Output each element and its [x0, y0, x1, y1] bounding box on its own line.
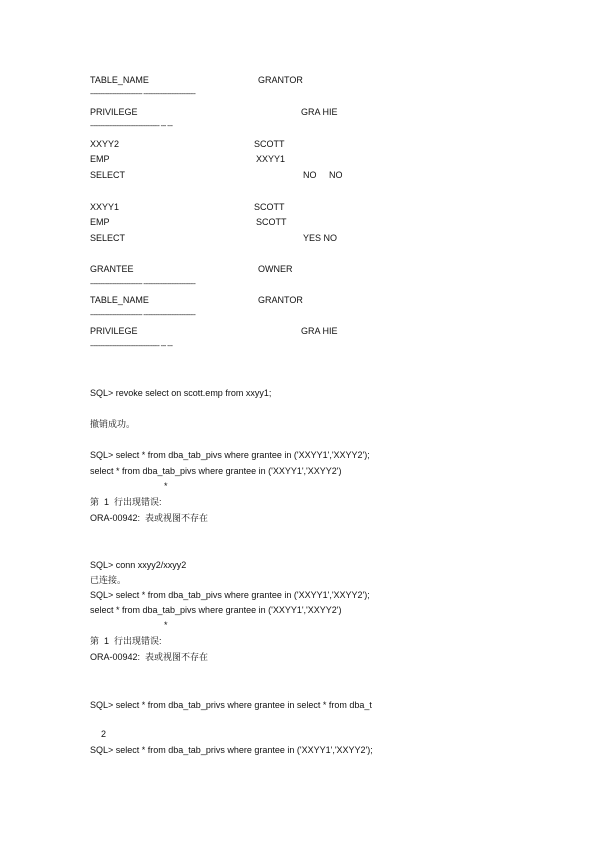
header-divider: ------------------------------ ------------------------------: [90, 312, 196, 319]
row-owner: SCOTT: [254, 202, 285, 212]
sql-echo: select * from dba_tab_pivs where grantee in ('XXYY1','XXYY2'): [90, 605, 342, 615]
sql-command: SQL> select * from dba_tab_pivs where grantee in ('XXYY1','XXYY2');: [90, 450, 370, 460]
error-line: 第 1 行出现错误:: [90, 497, 162, 507]
error-pointer: *: [164, 481, 168, 491]
header-divider: ------------------------------ ------------------------------: [90, 91, 196, 98]
col-header-grantee: GRANTEE: [90, 264, 134, 274]
col-header-privilege: PRIVILEGE: [90, 107, 138, 117]
sql-command: SQL> conn xxyy2/xxyy2: [90, 560, 187, 570]
sql-command: SQL> select * from dba_tab_pivs where grantee in ('XXYY1','XXYY2');: [90, 590, 370, 600]
col-header-gra-hie: GRA HIE: [301, 107, 338, 117]
row-gra-hie: YES NO: [303, 233, 338, 243]
row-privilege: SELECT: [90, 233, 126, 243]
header-divider: ---------------------------------------- --- ---: [90, 123, 173, 130]
error-message: ORA-00942: 表或视图不存在: [90, 513, 209, 523]
col-header-table-name: TABLE_NAME: [90, 295, 149, 305]
sql-command: SQL> select * from dba_tab_privs where grantee in select * from dba_t: [90, 700, 372, 710]
col-header-grantor: GRANTOR: [258, 75, 303, 85]
col-header-privilege: PRIVILEGE: [90, 326, 138, 336]
row-table-name: EMP: [90, 217, 110, 227]
row-grantor: SCOTT: [256, 217, 287, 227]
row-grantee: XXYY2: [90, 139, 120, 149]
row-gra-hie: NO NO: [303, 170, 343, 180]
row-grantee: XXYY1: [90, 202, 120, 212]
sql-command: SQL> select * from dba_tab_privs where grantee in ('XXYY1','XXYY2');: [90, 745, 373, 755]
header-divider: ---------------------------------------- --- ---: [90, 343, 173, 350]
row-table-name: EMP: [90, 154, 110, 164]
row-privilege: SELECT: [90, 170, 126, 180]
sql-command: SQL> revoke select on scott.emp from xxyy1;: [90, 388, 272, 398]
sql-echo: select * from dba_tab_pivs where grantee in ('XXYY1','XXYY2'): [90, 466, 342, 476]
error-message: ORA-00942: 表或视图不存在: [90, 652, 209, 662]
header-divider: ------------------------------ ------------------------------: [90, 281, 196, 288]
col-header-owner: OWNER: [258, 264, 293, 274]
sql-response: 撤销成功。: [90, 419, 136, 429]
continuation-line-number: 2: [101, 729, 107, 739]
sql-response: 已连接。: [90, 575, 127, 585]
row-grantor: XXYY1: [256, 154, 286, 164]
error-line: 第 1 行出现错误:: [90, 636, 162, 646]
error-pointer: *: [164, 620, 168, 630]
col-header-table-name: TABLE_NAME: [90, 75, 149, 85]
col-header-grantor: GRANTOR: [258, 295, 303, 305]
col-header-gra-hie: GRA HIE: [301, 326, 338, 336]
row-owner: SCOTT: [254, 139, 285, 149]
